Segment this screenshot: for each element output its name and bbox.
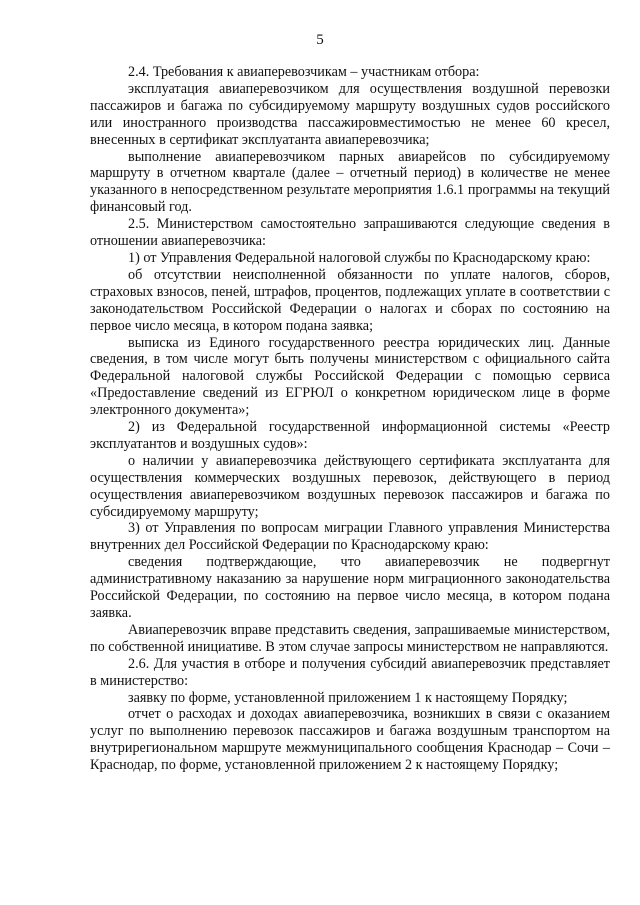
paragraph-2-4: 2.4. Требования к авиаперевозчикам – участникам отбора: — [128, 64, 480, 80]
paragraph-requirement-flights: выполнение авиаперевозчиком парных авиарейсов по субсидируемому маршруту в отчетном квартале (далее – отчетный период) в количестве не менее указанного в непосредственном результате мероприятия 1.6.1 программы на текущий финансовый год. — [90, 148, 610, 216]
paragraph-expense-report: отчет о расходах и доходах авиаперевозчика, возникших в связи с оказанием услуг по выполнению перевозок пассажиров и багажа воздушным транспортом на внутрирегиональном маршруте межмуниципального сообщения Краснодар – Сочи – Краснодар, по форме, установленной приложением 2 к настоящему Порядку; — [90, 706, 610, 774]
document-body — [90, 64, 610, 774]
paragraph-requirement-aircraft: эксплуатация авиаперевозчиком для осуществления воздушной перевозки пассажиров и багажа по субсидируемому маршруту воздушных судов российского или иностранного производства пассажировместимостью не менее 60 кресел, внесенных в сертификат эксплуатанта авиаперевозчика; — [90, 80, 610, 148]
paragraph-own-initiative: Авиаперевозчик вправе представить сведения, запрашиваемые министерством, по собственной инициативе. В этом случае запросы министерством не направляются. — [90, 621, 610, 655]
paragraph-2-6: 2.6. Для участия в отборе и получения субсидий авиаперевозчик представляет в министерство: — [90, 655, 610, 689]
paragraph-application-form: заявку по форме, установленной приложением 1 к настоящему Порядку; — [128, 689, 568, 706]
paragraph-tax-debts: об отсутствии неисполненной обязанности по уплате налогов, сборов, страховых взносов, пеней, штрафов, процентов, подлежащих уплате в соответствии с законодательством Российской Федерации о налогах и сборах по состоянию на первое число месяца, в котором подана заявка; — [90, 266, 610, 334]
paragraph-egrul-extract: выписка из Единого государственного реестра юридических лиц. Данные сведения, в том числе могут быть получены министерством с официального сайта Федеральной налоговой службы Российской Федерации с помощью сервиса «Предоставление сведений из ЕГРЮЛ о конкретном юридическом лице в форме электронного документа»; — [90, 334, 610, 419]
paragraph-operator-certificate: о наличии у авиаперевозчика действующего сертификата эксплуатанта для осуществления коммерческих воздушных перевозок, действующего в период осуществления авиаперевозчиком воздушных перевозок пассажиров и багажа по субсидируемому маршруту; — [90, 452, 610, 520]
page-number: 5 — [316, 32, 324, 48]
paragraph-tax-service: 1) от Управления Федеральной налоговой службы по Краснодарскому краю: — [128, 249, 591, 266]
paragraph-migration-office: 3) от Управления по вопросам миграции Главного управления Министерства внутренних дел Российской Федерации по Краснодарскому краю: — [90, 520, 610, 554]
paragraph-migration-info: сведения подтверждающие, что авиаперевозчик не подвергнут административному наказанию за нарушение норм миграционного законодательства Российской Федерации, по состоянию на первое число месяца, в котором подана заявка. — [90, 554, 610, 621]
paragraph-2-5: 2.5. Министерством самостоятельно запрашиваются следующие сведения в отношении авиаперевозчика: — [90, 216, 610, 250]
paragraph-operators-registry: 2) из Федеральной государственной информационной системы «Реестр эксплуатантов и воздушных судов»: — [90, 419, 610, 452]
